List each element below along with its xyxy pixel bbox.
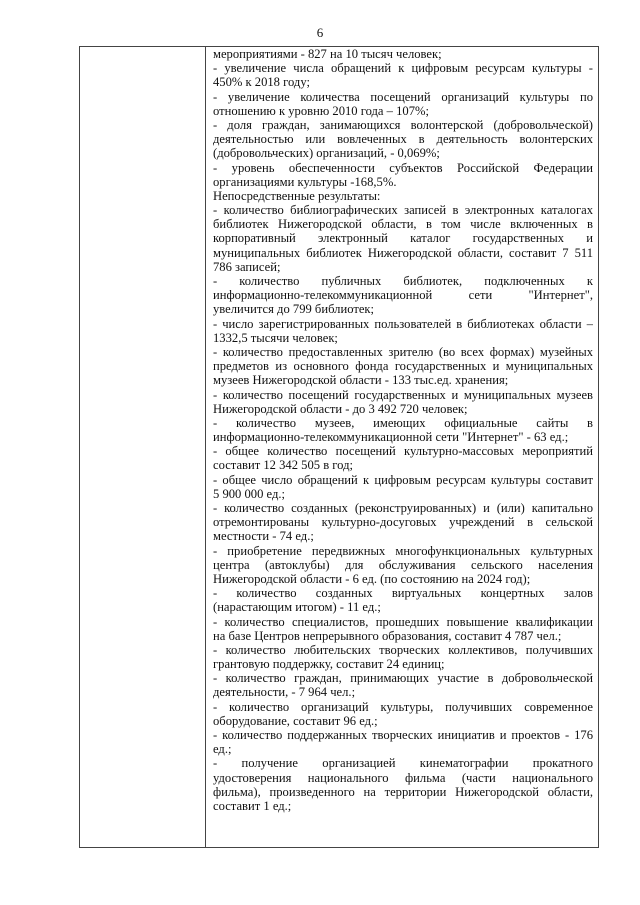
text-line: удостоверения национального фильма (части национального	[213, 770, 593, 785]
text-line: - увеличение количества посещений организаций культуры по	[213, 89, 593, 104]
text-line: - общее число обращений к цифровым ресурсам культуры составит	[213, 472, 593, 487]
text-line: отремонтированы культурно-досуговых учреждений в сельской	[213, 515, 593, 530]
text-line: оборудование, составит 96 ед.;	[213, 713, 378, 728]
text-line: предметов из основного фонда государственных и муниципальных	[213, 359, 593, 374]
text-line: местности - 74 ед.;	[213, 529, 314, 544]
text-line: Нижегородской области - 6 ед. (по состоянию на 2024 год);	[213, 571, 531, 586]
text-line: мероприятиями - 827 на 10 тысяч человек;	[213, 47, 442, 61]
content-table	[79, 46, 599, 848]
text-line: - количество организаций культуры, получивших современное	[213, 699, 593, 714]
text-line: - число зарегистрированных пользователей в библиотеках области –	[213, 316, 593, 331]
text-line: музеев Нижегородской области - 133 тыс.ед. хранения;	[213, 373, 509, 388]
text-line: информационно-телекоммуникационной сети "Интернет",	[213, 288, 593, 303]
text-line: - доля граждан, занимающихся волонтерской (добровольческой)	[213, 117, 593, 132]
text-line: отношению к уровню 2010 года – 107%;	[213, 103, 429, 118]
text-line: - количество предоставленных зрителю (во всех формах) музейных	[213, 344, 593, 359]
text-line: центра (автоклубы) для обслуживания сельского населения	[213, 557, 593, 572]
text-line: (добровольческих) организаций, - 0,069%;	[213, 146, 440, 161]
text-line: корпоративный электронный каталог государственных и	[213, 231, 593, 246]
text-line: (нарастающим итогом) - 11 ед.;	[213, 600, 381, 615]
text-line: - количество граждан, принимающих участие в добровольческой	[213, 671, 593, 686]
right-cell	[206, 47, 600, 847]
text-line: - количество созданных виртуальных концертных залов	[213, 586, 593, 601]
text-line: 5 900 000 ед.;	[213, 486, 286, 501]
text-line: фильма), произведенного на территории Нижегородской области,	[213, 784, 593, 799]
left-cell	[80, 47, 206, 847]
text-line: - уровень обеспеченности субъектов Российской Федерации	[213, 160, 593, 175]
text-line: - количество созданных (реконструированных) и (или) капитально	[213, 501, 593, 515]
text-line: - получение организацией кинематографии прокатного	[213, 756, 593, 771]
text-line: - количество музеев, имеющих официальные сайты в	[213, 415, 593, 430]
page-number: 6	[316, 25, 324, 40]
text-line: 450% к 2018 году;	[213, 75, 310, 90]
text-line: - количество публичных библиотек, подключенных к	[213, 274, 593, 288]
text-line: информационно-телекоммуникационной сети "Интернет" - 63 ед.;	[213, 430, 569, 445]
text-line: организациями культуры -168,5%.	[213, 174, 397, 189]
text-line: 786 записей;	[213, 259, 281, 274]
text-line: на базе Центров непрерывного образования, составит 4 787 чел.;	[213, 628, 562, 643]
text-line: - количество библиографических записей в электронных каталогах	[213, 203, 593, 218]
text-line: - количество любительских творческих коллективов, получивших	[213, 642, 593, 657]
text-line: Непосредственные результаты:	[213, 188, 381, 203]
text-line: ед.;	[213, 742, 232, 757]
text-line: муниципальных библиотек Нижегородской области, составит 7 511	[213, 245, 593, 260]
text-line: составит 12 342 505 в год;	[213, 458, 353, 473]
text-line: - количество специалистов, прошедших повышение квалификации	[213, 614, 593, 629]
text-line: 1332,5 тысячи человек;	[213, 330, 338, 345]
text-line: - общее количество посещений культурно-массовых мероприятий	[213, 444, 593, 459]
text-line: грантовую поддержку, составит 24 единиц;	[213, 657, 445, 672]
text-line: - приобретение передвижных многофункциональных культурных	[213, 543, 593, 558]
text-line: - количество поддержанных творческих инициатив и проектов - 176	[213, 728, 593, 742]
text-line: библиотек Нижегородской области, в том числе включенных в	[213, 217, 593, 232]
text-line: - количество посещений государственных и муниципальных музеев	[213, 387, 593, 402]
text-line: Нижегородской области - до 3 492 720 человек;	[213, 401, 468, 416]
text-line: деятельностью или вовлеченных в деятельность волонтерских	[213, 132, 593, 147]
text-line: составит 1 ед.;	[213, 798, 292, 813]
text-line: деятельности, - 7 964 чел.;	[213, 685, 356, 700]
text-line: - увеличение числа обращений к цифровым ресурсам культуры -	[213, 61, 593, 76]
text-line: увеличится до 799 библиотек;	[213, 302, 375, 317]
